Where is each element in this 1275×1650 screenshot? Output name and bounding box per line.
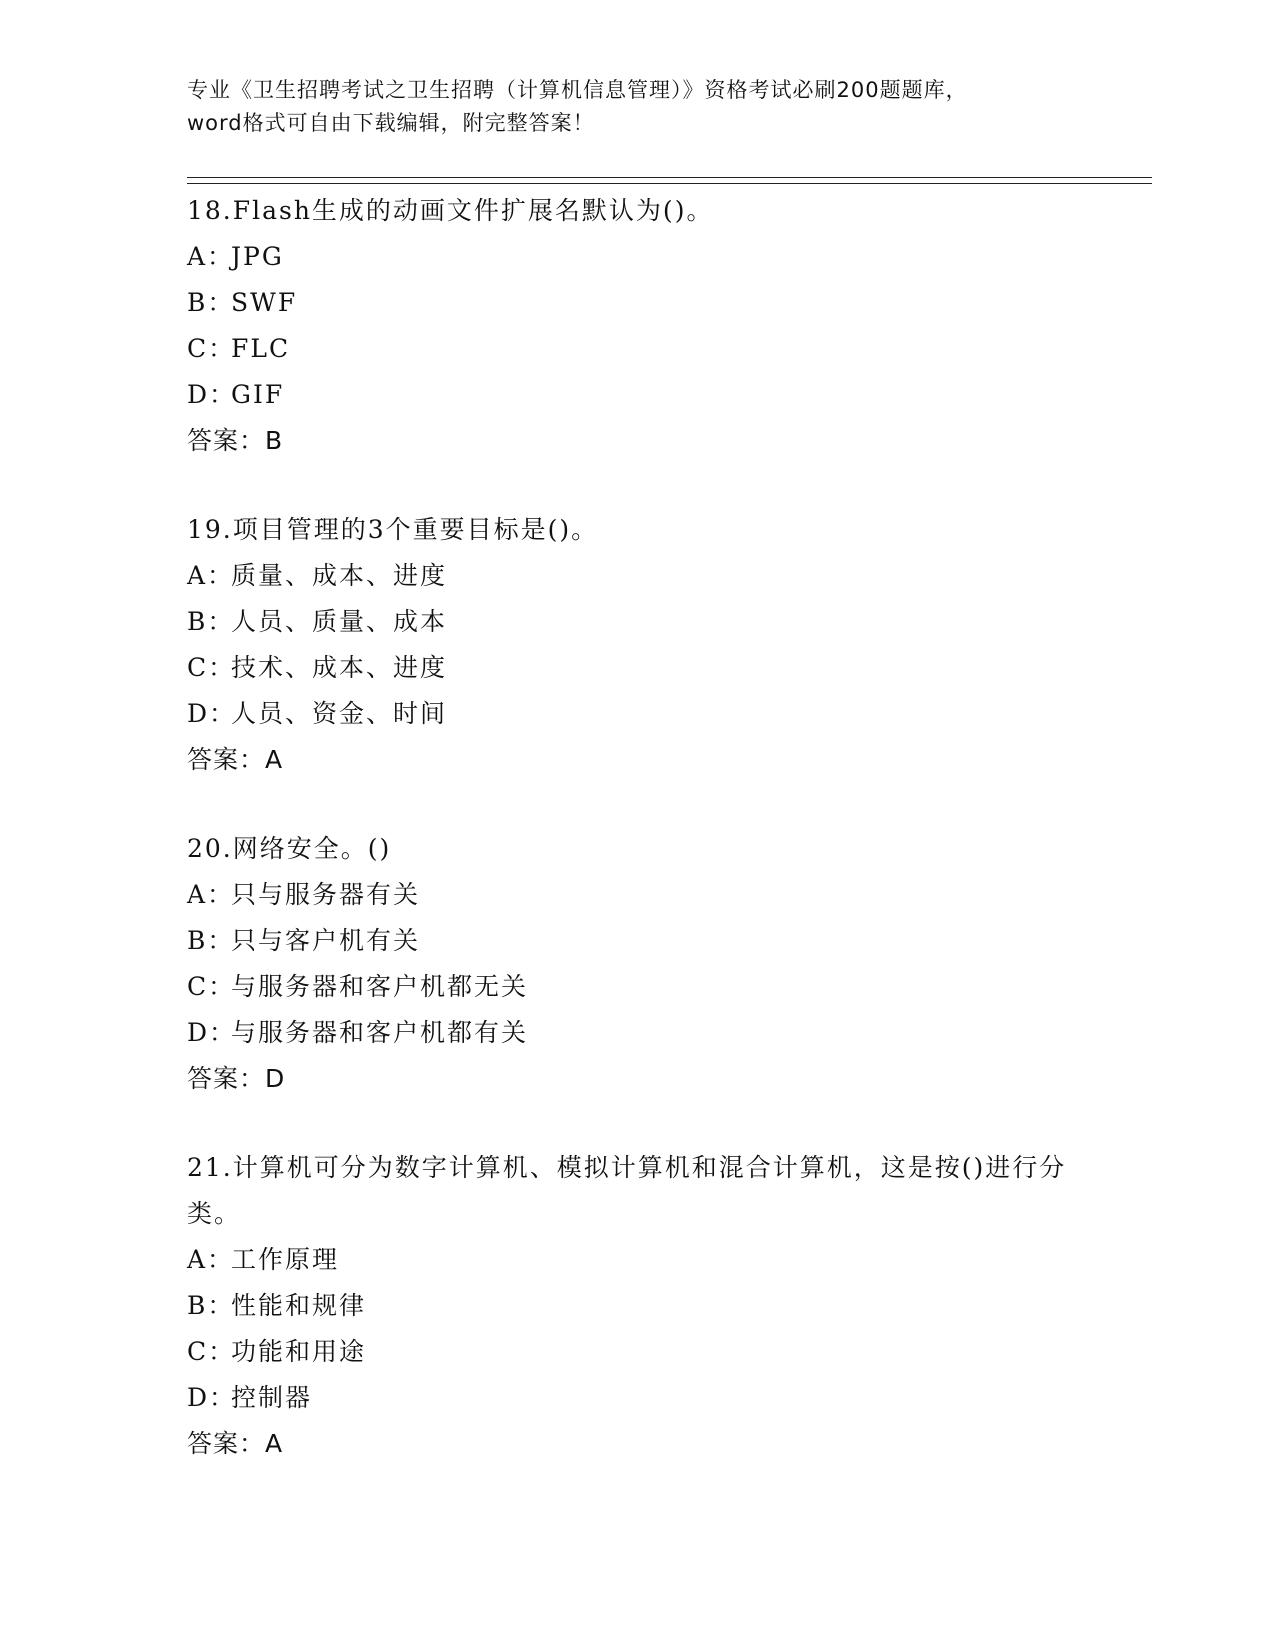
question-19 [187,507,1067,783]
option-d: D：控制器 [187,1383,313,1412]
option-b: B：性能和规律 [187,1291,367,1320]
option-d: D：人员、资金、时间 [187,699,448,728]
question-stem: 20.网络安全。() [187,834,392,863]
answer: 答案：D [187,1064,286,1093]
answer: 答案：A [187,1429,284,1458]
option-b: B：人员、质量、成本 [187,607,448,636]
answer: 答案：B [187,426,284,455]
question-stem: 21.计算机可分为数字计算机、模拟计算机和混合计算机，这是按()进行分类。 [187,1153,1067,1228]
header-divider-bottom [187,183,1152,184]
header-line-1: 专业《卫生招聘考试之卫生招聘（计算机信息管理）》资格考试必刷200题题库， [187,78,968,102]
answer: 答案：A [187,745,284,774]
question-stem: 19.项目管理的3个重要目标是()。 [187,515,599,544]
option-c: C：功能和用途 [187,1337,367,1366]
option-d: D：与服务器和客户机都有关 [187,1018,529,1047]
option-c: C：技术、成本、进度 [187,653,448,682]
header-divider-top [187,177,1152,178]
question-stem: 18.Flash生成的动画文件扩展名默认为()。 [187,196,714,225]
question-21 [187,1145,1067,1467]
option-d: D：GIF [187,380,285,409]
option-a: A：JPG [187,242,284,271]
header-line-2: word格式可自由下载编辑，附完整答案！ [187,111,595,135]
option-b: B：SWF [187,288,298,317]
option-a: A：质量、成本、进度 [187,561,448,590]
option-a: A：工作原理 [187,1245,340,1274]
question-18 [187,188,1067,464]
option-c: C：FLC [187,334,291,363]
option-b: B：只与客户机有关 [187,926,421,955]
option-a: A：只与服务器有关 [187,880,421,909]
question-20 [187,826,1067,1102]
option-c: C：与服务器和客户机都无关 [187,972,529,1001]
document-header [187,74,1087,140]
